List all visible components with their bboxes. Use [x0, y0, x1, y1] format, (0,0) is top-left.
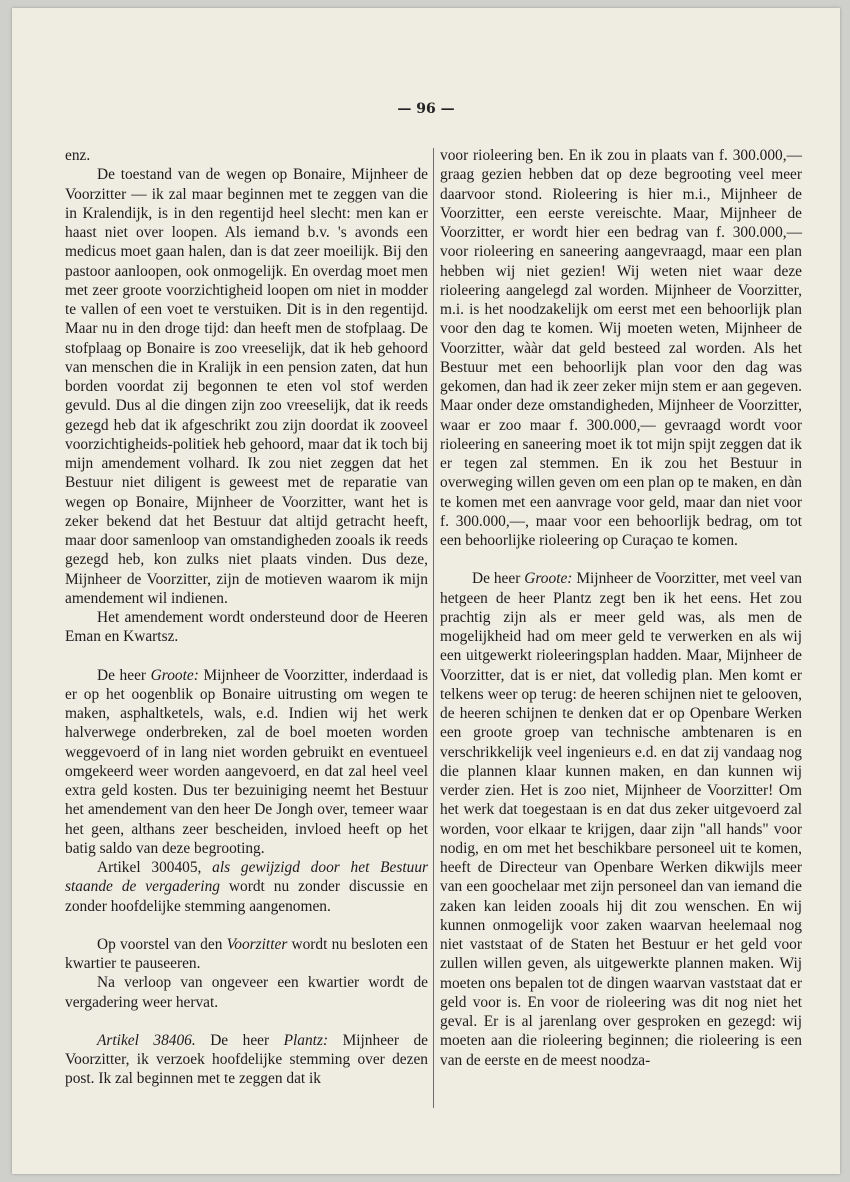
document-page [12, 8, 840, 1174]
column-divider [433, 148, 434, 1108]
left-column [65, 146, 428, 1089]
speaker-paragraph [440, 569, 802, 1070]
speaker-name: Voorzitter [226, 935, 288, 953]
paragraph: enz. [65, 147, 91, 164]
paragraph: Na verloop van ongeveer een kwartier wordt de vergadering weer hervat. [65, 974, 428, 1011]
speaker-prefix: De heer [97, 666, 151, 684]
paragraph [65, 858, 428, 916]
speaker-name: Groote: [524, 570, 573, 588]
speaker-name: Plantz: [283, 1031, 329, 1049]
speech-text: Mijnheer de Voorzitter, ik verzoek hoofdelijke stemming over dezen post. Ik zal beginnen met te zeggen dat ik [65, 1031, 428, 1088]
speaker-paragraph [65, 1031, 428, 1089]
speaker-paragraph [65, 666, 428, 859]
paragraph-text: Op voorstel van den [97, 935, 227, 953]
italic-phrase: als gewijzigd door het Bestuur staande de vergadering [65, 859, 428, 896]
paragraph-text: wordt nu besloten een kwartier te pauseeren. [65, 935, 428, 972]
paragraph-text: wordt nu zonder discussie en zonder hoofdelijke stemming aangenomen. [65, 878, 428, 915]
article-ref: Artikel 300405, [97, 859, 213, 876]
article-ref: Artikel 38406. [97, 1031, 196, 1049]
speaker-prefix: De heer [195, 1031, 284, 1049]
paragraph: voor rioleering ben. En ik zou in plaats van f. 300.000,— graag gezien hebben dat op deze begrooting veel meer daarvoor stond. Rioleering is hier m.i., Mijnheer de Voorzitter, een eerste vereischte. Maar, Mijnheer de Voorzitter, er wordt hier een bedrag van f. 300.000,— voor rioleering en saneering aangevraagd, maar een plan hebben wij niet gezien! Wij weten niet waar deze rioleering aangelegd zal worden. Mijnheer de Voorzitter, m.i. is het noodzakelijk om eerst met een behoorlijk plan voor den dag te komen. Wij moeten weten, Mijnheer de Voorzitter, wààr dat geld besteed zal worden. Als het Bestuur met een behoorlijk plan voor den dag was gekomen, dan had ik zeer zeker mijn stem er aan gegeven. Maar onder deze omstandigheden, Mijnheer de Voorzitter, waar er zoo maar f. 300.000,— gevraagd wordt voor rioleering en saneering moet ik tot mijn spijt zeggen dat ik er tegen zal stemmen. En ik zou het Bestuur in overweging willen geven om een plan op te maken, en dàn te komen met een aanvrage voor geld, maar dan niet voor f. 300.000,—, maar voor een behoorlijk bedrag, om tot een behoorlijke rioleering op Curaçao te komen. [440, 147, 802, 549]
paragraph: Het amendement wordt ondersteund door de Heeren Eman en Kwartsz. [65, 609, 428, 646]
paragraph: De toestand van de wegen op Bonaire, Mijnheer de Voorzitter — ik zal maar beginnen met te zeggen van die in Kralendijk, is in den regentijd heel slecht: men kan er haast niet over loopen. Als iemand b.v. 's avonds een medicus moet gaan halen, dan is dat zeer moeilijk. Bij den pastoor aanloopen, ook onmogelijk. En overdag moet men met zeer groote voorzichtigheid loopen om niet in modder te vallen of een voet te verstuiken. Dit is in den regentijd. Maar nu in den droge tijd: dan heeft men de stofplaag. De stofplaag op Bonaire is zoo vreeselijk, dat ik heb gehoord van menschen die in Kralijk in een pension zaten, dat hun borden voordat zij begonnen te eten vol stof werden gevuld. Dus al die dingen zijn zoo vreeselijk, dat ik reeds gezegd heb dat ik afgeschrikt zou zijn doordat ik zooveel voorzichtigheids-politiek heb gehoord, maar dat ik toch bij mijn amendement volhard. Ik zou niet zeggen dat het Bestuur niet diligent is geweest met de reparatie van wegen op Bonaire, Mijnheer de Voorzitter, want het is zeker bekend dat het Bestuur dat altijd getracht heeft, maar door samenloop van omstandigheden zooals ik reeds gezegd heb, kon zulks niet plaats vinden. Dus deze, Mijnheer de Voorzitter, zijn de motieven waarom ik mijn amendement wil indienen. [65, 166, 428, 607]
page-number: — 96 — [397, 101, 455, 117]
right-column [440, 146, 802, 1070]
speech-text: Mijnheer de Voorzitter, inderdaad is er op het oogenblik op Bonaire uitrusting om wegen te maken, asphaltketels, wals, e.d. Indien wij het werk halverwege onderbreken, zal de boel moeten worden weggevoerd of in lang niet worden gebruikt en eventueel omgekeerd weer worden aangevoerd, en dat zal heel veel extra geld kosten. Dus ter bezuiniging neemt het Bestuur het amendement van den heer De Jongh over, temeer waar het geen, althans zeer bescheiden, invloed heeft op het batig saldo van deze begrooting. [65, 666, 429, 857]
speaker-prefix: De heer [472, 570, 525, 588]
paragraph [65, 935, 428, 974]
speech-text: Mijnheer de Voorzitter, met veel van hetgeen de heer Plantz zegt ben ik het eens. Het zou prachtig zijn als er meer geld was, als men de mogelijkheid had om meer geld te verwerken en als wij een uitgewerkt rioleeringsplan hadden. Maar, Mijnheer de Voorzitter, dat is er niet, dat volledig plan. Men komt er telkens weer op terug: de heeren schijnen niet te gelooven, de heeren schijnen te denken dat er op Openbare Werken een groote groep van technische ambtenaren is en verschrikkelijk veel ingenieurs e.d. en dat zij vandaag nog die plannen klaar kunnen maken, en dan kunnen wij verder zien. Het is zoo niet, Mijnheer de Voorzitter! Om het werk dat toegestaan is en dat dus zeker uitgevoerd zal worden, voor elkaar te krijgen, daar zijn "all hands" voor nodig, en om met het beschikbare personeel uit te komen, heeft de Directeur van Openbare Werken dikwijls meer van een goochelaar met zijn personeel dan van iemand die zaken kan leiden zooals hij dit zou wenschen. En wij kunnen onmogelijk voor zaken waarvan heelemaal nog niet vaststaat of de Staten het Bestuur er het geld voor zullen willen geven, als uitgewerkte plannen maken. Wij moeten ons bepalen tot de dingen waarvan vaststaat dat er geld voor is. En voor de rioleering was dit nog niet het geval. Er is al jarenlang over gesproken en gezegd: wij moeten aan die rioleering beginnen; die rioleering is een van de eerste en de meest noodza- [440, 570, 802, 1069]
speaker-name: Groote: [150, 666, 199, 684]
